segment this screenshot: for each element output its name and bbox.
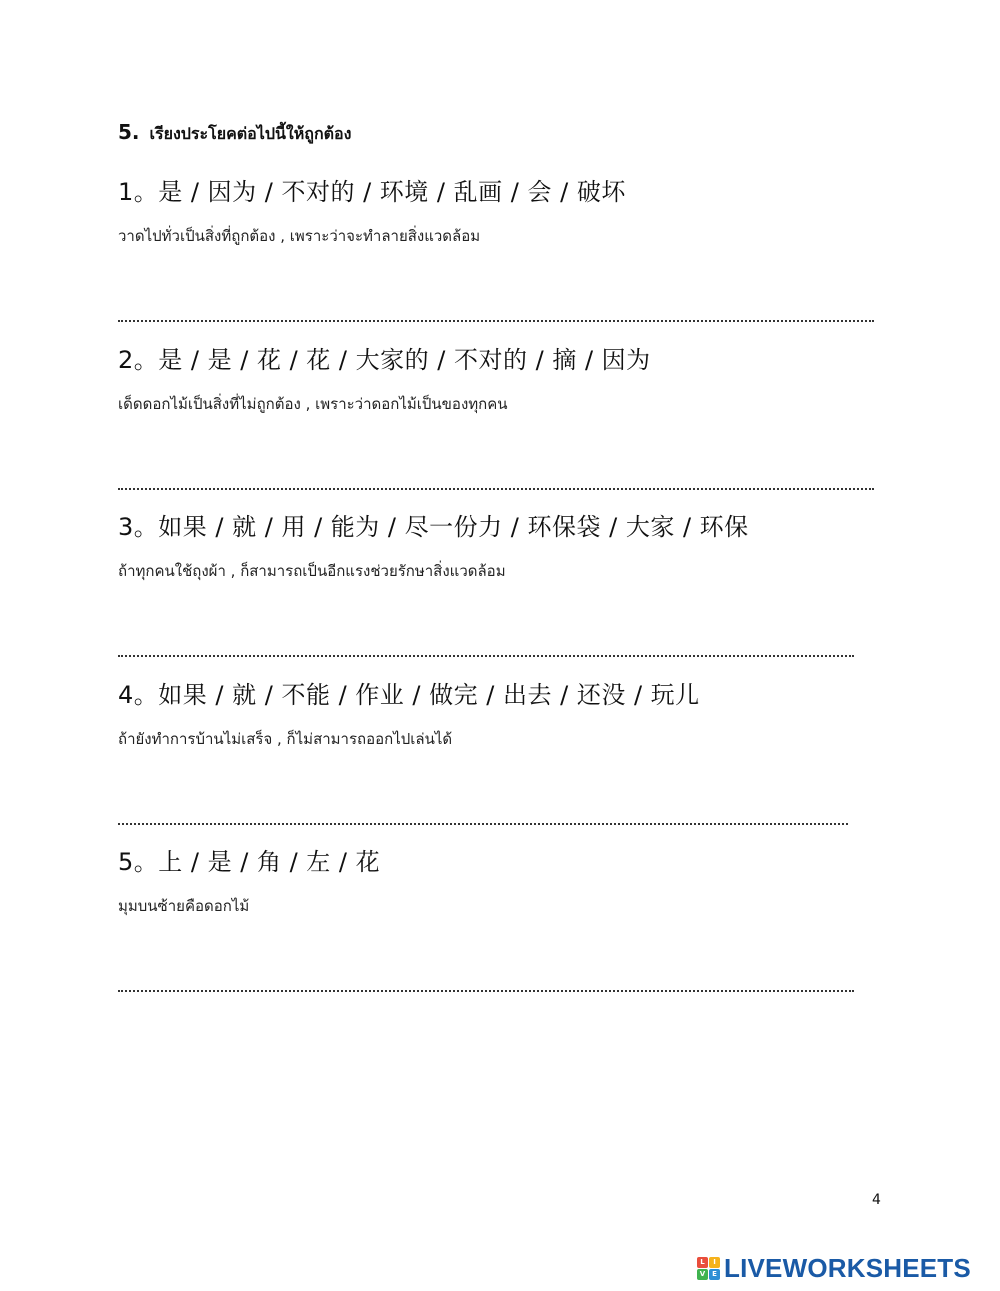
answer-field[interactable] <box>118 633 854 657</box>
section-number: 5. <box>118 120 140 144</box>
logo-mark-tile: I <box>709 1257 720 1268</box>
word-sequence: 2。是 / 是 / 花 / 花 / 大家的 / 不对的 / 摘 / 因为 <box>118 346 651 374</box>
thai-hint: เด็ดดอกไม้เป็นสิ่งที่ไม่ถูกต้อง , เพราะว่าดอกไม้เป็นของทุกคน <box>118 395 508 413</box>
thai-hint: วาดไปทั่วเป็นสิ่งที่ถูกต้อง , เพราะว่าจะทำลายสิ่งแวดล้อม <box>118 227 481 245</box>
answer-field[interactable] <box>118 801 848 825</box>
logo-mark-tile: E <box>709 1269 720 1280</box>
section-heading <box>118 120 351 147</box>
exercise-item-1 <box>118 176 898 246</box>
logo-mark-tile: V <box>697 1269 708 1280</box>
answer-field[interactable] <box>118 968 854 992</box>
page-number: 4 <box>872 1192 881 1208</box>
word-sequence: 4。如果 / 就 / 不能 / 作业 / 做完 / 出去 / 还没 / 玩儿 <box>118 681 700 709</box>
answer-field[interactable] <box>118 466 874 490</box>
exercise-item-2 <box>118 344 898 414</box>
logo-mark-icon <box>697 1257 720 1280</box>
exercise-item-3 <box>118 511 898 581</box>
logo-text: LIVEWORKSHEETS <box>724 1253 971 1283</box>
exercise-item-4 <box>118 679 898 749</box>
word-sequence: 3。如果 / 就 / 用 / 能为 / 尽一份力 / 环保袋 / 大家 / 环保 <box>118 513 749 541</box>
word-sequence: 5。上 / 是 / 角 / 左 / 花 <box>118 848 381 876</box>
section-instruction: เรียงประโยคต่อไปนี้ให้ถูกต้อง <box>149 124 352 143</box>
thai-hint: ถ้ายังทำการบ้านไม่เสร็จ , ก็ไม่สามารถออกไปเล่นได้ <box>118 730 453 748</box>
logo-mark-tile: L <box>697 1257 708 1268</box>
thai-hint: มุมบนซ้ายคือดอกไม้ <box>118 897 250 915</box>
liveworksheets-logo <box>697 1254 971 1282</box>
exercise-item-5 <box>118 846 898 916</box>
answer-field[interactable] <box>118 298 874 322</box>
word-sequence: 1。是 / 因为 / 不对的 / 环境 / 乱画 / 会 / 破坏 <box>118 178 626 206</box>
thai-hint: ถ้าทุกคนใช้ถุงผ้า , ก็สามารถเป็นอีกแรงช่วยรักษาสิ่งแวดล้อม <box>118 562 506 580</box>
